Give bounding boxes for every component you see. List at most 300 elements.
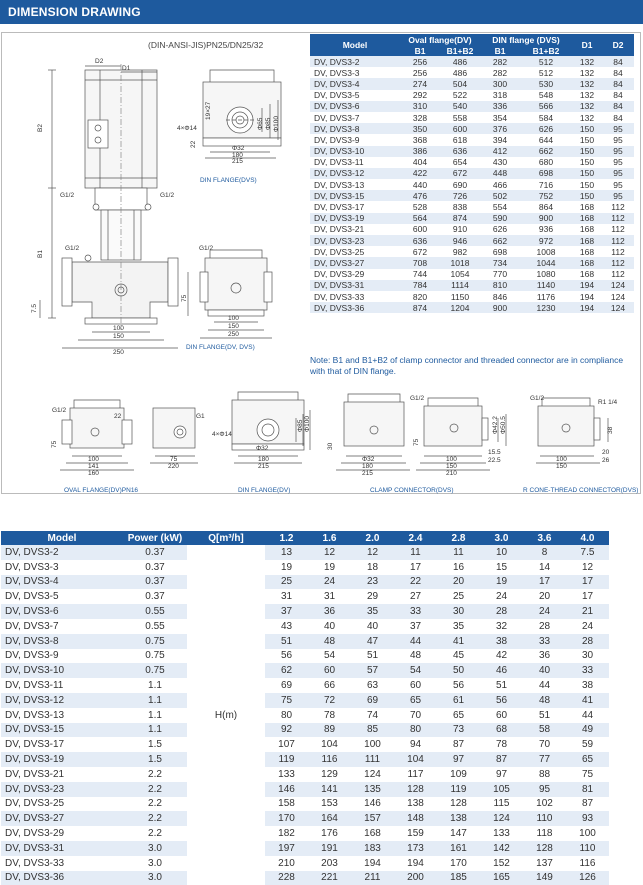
dims-cell-model: DV, DVS3-31 xyxy=(310,280,400,291)
perf-cell-head: 51 xyxy=(265,634,308,649)
label-g12-din: G1/2 xyxy=(199,245,214,252)
perf-cell-head: 81 xyxy=(566,782,609,797)
compliance-note: Note: B1 and B1+B2 of clamp connector and threaded connector are in compliance with that of DIN flange. xyxy=(310,355,624,376)
perf-cell-power: 0.75 xyxy=(123,634,187,649)
dims-cell-model: DV, DVS3-9 xyxy=(310,134,400,145)
perf-cell-head: 65 xyxy=(394,693,437,708)
perf-row xyxy=(1,619,609,634)
perf-cell-head: 203 xyxy=(308,856,351,871)
perf-cell-head: 41 xyxy=(566,693,609,708)
perf-cell-power: 0.37 xyxy=(123,560,187,575)
label-75-clamp: 75 xyxy=(413,438,420,446)
dims-cell-value: 528 xyxy=(400,201,440,212)
perf-cell-head: 221 xyxy=(308,871,351,885)
dims-cell-value: 644 xyxy=(520,134,572,145)
perf-cell-head: 68 xyxy=(480,723,523,738)
perf-cell-head: 137 xyxy=(523,856,566,871)
perf-cell-head: 37 xyxy=(394,619,437,634)
perf-cell-head: 38 xyxy=(480,634,523,649)
label-din-100: 100 xyxy=(228,315,239,322)
dims-cell-value: 112 xyxy=(602,246,634,257)
dims-cell-value: 194 xyxy=(572,302,602,313)
perf-header-power: Power (kW) xyxy=(123,531,187,545)
dims-cell-value: 350 xyxy=(400,123,440,134)
perf-cell-head: 13 xyxy=(265,545,308,560)
perf-cell-head: 11 xyxy=(394,545,437,560)
dims-cell-value: 1114 xyxy=(440,280,480,291)
perf-cell-model: DV, DVS3-23 xyxy=(1,782,123,797)
dims-cell-model: DV, DVS3-25 xyxy=(310,246,400,257)
perf-cell-head: 19 xyxy=(308,560,351,575)
perf-cell-head: 30 xyxy=(437,604,480,619)
perf-cell-model: DV, DVS3-27 xyxy=(1,811,123,826)
perf-cell-head: 94 xyxy=(394,737,437,752)
perf-cell-head: 25 xyxy=(265,575,308,590)
perf-cell-head: 63 xyxy=(351,678,394,693)
label-22-5: 22.5 xyxy=(488,457,501,464)
perf-cell-head: 75 xyxy=(566,767,609,782)
dims-cell-value: 1080 xyxy=(520,269,572,280)
perf-cell-head: 182 xyxy=(265,826,308,841)
perf-cell-head: 58 xyxy=(523,723,566,738)
perf-h-blank xyxy=(187,575,265,590)
dims-cell-model: DV, DVS3-8 xyxy=(310,123,400,134)
dims-cell-value: 168 xyxy=(572,224,602,235)
dims-cell-value: 1008 xyxy=(520,246,572,257)
label-215-dv: 215 xyxy=(258,463,269,470)
dims-cell-value: 282 xyxy=(480,67,520,78)
dims-row xyxy=(310,213,634,224)
label-30-clamp: 30 xyxy=(327,442,334,450)
perf-cell-head: 41 xyxy=(437,634,480,649)
label-22-oval: 22 xyxy=(114,413,122,420)
dims-cell-value: 504 xyxy=(440,78,480,89)
label-g12-clamp: G1/2 xyxy=(410,395,425,402)
perf-h-blank xyxy=(187,545,265,560)
perf-h-blank xyxy=(187,797,265,812)
perf-cell-head: 152 xyxy=(480,856,523,871)
dims-cell-value: 502 xyxy=(480,190,520,201)
perf-cell-head: 110 xyxy=(566,841,609,856)
label-150-rcone: 150 xyxy=(556,463,567,470)
perf-cell-head: 185 xyxy=(437,871,480,885)
perf-cell-head: 102 xyxy=(523,797,566,812)
perf-cell-head: 141 xyxy=(308,782,351,797)
dims-cell-value: 124 xyxy=(602,280,634,291)
label-d100-dv: Φ100 xyxy=(304,415,311,432)
dims-cell-model: DV, DVS3-2 xyxy=(310,56,400,67)
perf-row xyxy=(1,634,609,649)
perf-cell-head: 51 xyxy=(523,708,566,723)
perf-cell-model: DV, DVS3-29 xyxy=(1,826,123,841)
perf-cell-head: 146 xyxy=(265,782,308,797)
perf-cell-head: 31 xyxy=(265,589,308,604)
dims-cell-value: 112 xyxy=(602,269,634,280)
perf-cell-head: 33 xyxy=(394,604,437,619)
dims-cell-value: 744 xyxy=(400,269,440,280)
label-d65: Φ65 xyxy=(257,117,264,130)
perf-cell-head: 20 xyxy=(437,575,480,590)
perf-header-q5: 3.0 xyxy=(480,531,523,545)
dims-header-d1: D1 xyxy=(572,34,602,56)
dims-cell-value: 946 xyxy=(440,235,480,246)
label-g1-oval: G1 xyxy=(196,413,205,420)
dims-cell-value: 1204 xyxy=(440,302,480,313)
perf-h-blank xyxy=(187,767,265,782)
perf-cell-head: 21 xyxy=(566,604,609,619)
section-title: DIMENSION DRAWING xyxy=(8,5,141,19)
perf-cell-head: 60 xyxy=(480,708,523,723)
dims-cell-value: 512 xyxy=(520,67,572,78)
perf-cell-power: 1.1 xyxy=(123,693,187,708)
dims-row xyxy=(310,123,634,134)
dims-cell-value: 404 xyxy=(400,157,440,168)
perf-h-blank xyxy=(187,811,265,826)
dims-cell-model: DV, DVS3-23 xyxy=(310,235,400,246)
perf-cell-head: 211 xyxy=(351,871,394,885)
label-220-side: 220 xyxy=(168,463,179,470)
dims-cell-value: 1150 xyxy=(440,291,480,302)
dims-cell-value: 124 xyxy=(602,302,634,313)
perf-cell-head: 158 xyxy=(265,797,308,812)
perf-h-label: H(m) xyxy=(187,708,265,723)
perf-cell-head: 116 xyxy=(308,752,351,767)
perf-header-q2: 2.0 xyxy=(351,531,394,545)
label-d85: Φ85 xyxy=(265,117,272,130)
dims-cell-value: 636 xyxy=(440,146,480,157)
dims-cell-value: 95 xyxy=(602,146,634,157)
perf-row xyxy=(1,767,609,782)
label-26-rcone: 26 xyxy=(602,457,610,464)
perf-cell-power: 0.55 xyxy=(123,604,187,619)
perf-cell-head: 161 xyxy=(437,841,480,856)
perf-cell-head: 129 xyxy=(308,767,351,782)
perf-row xyxy=(1,797,609,812)
perf-cell-head: 87 xyxy=(437,737,480,752)
dims-cell-value: 256 xyxy=(400,56,440,67)
perf-cell-head: 93 xyxy=(566,811,609,826)
perf-cell-head: 36 xyxy=(308,604,351,619)
dims-row xyxy=(310,269,634,280)
dims-cell-value: 194 xyxy=(572,291,602,302)
label-b1: B1 xyxy=(37,250,44,258)
perf-cell-head: 197 xyxy=(265,841,308,856)
perf-cell-head: 61 xyxy=(437,693,480,708)
dims-cell-value: 84 xyxy=(602,67,634,78)
perf-header-q4: 2.8 xyxy=(437,531,480,545)
perf-cell-head: 73 xyxy=(437,723,480,738)
dims-cell-value: 626 xyxy=(520,123,572,134)
label-75-oval: 75 xyxy=(51,440,58,448)
dims-cell-value: 726 xyxy=(440,190,480,201)
perf-header-q7: 4.0 xyxy=(566,531,609,545)
perf-cell-power: 1.5 xyxy=(123,737,187,752)
dims-cell-value: 636 xyxy=(400,235,440,246)
perf-header-q6: 3.6 xyxy=(523,531,566,545)
dims-row xyxy=(310,179,634,190)
caption-oval: OVAL FLANGE(DV)PN16 xyxy=(64,487,139,494)
dims-cell-value: 618 xyxy=(440,134,480,145)
perf-cell-power: 2.2 xyxy=(123,797,187,812)
perf-cell-head: 128 xyxy=(523,841,566,856)
perf-row xyxy=(1,841,609,856)
perf-cell-head: 48 xyxy=(523,693,566,708)
perf-cell-head: 138 xyxy=(437,811,480,826)
perf-cell-head: 183 xyxy=(351,841,394,856)
dims-cell-value: 698 xyxy=(520,168,572,179)
perf-cell-head: 56 xyxy=(437,678,480,693)
dims-cell-value: 708 xyxy=(400,257,440,268)
perf-cell-model: DV, DVS3-36 xyxy=(1,871,123,885)
perf-cell-head: 49 xyxy=(566,723,609,738)
perf-cell-head: 107 xyxy=(265,737,308,752)
dims-cell-model: DV, DVS3-29 xyxy=(310,269,400,280)
perf-cell-power: 3.0 xyxy=(123,856,187,871)
perf-cell-head: 128 xyxy=(437,797,480,812)
label-150-clamp: 150 xyxy=(446,463,457,470)
perf-cell-head: 173 xyxy=(394,841,437,856)
performance-table xyxy=(1,531,609,885)
perf-cell-head: 22 xyxy=(394,575,437,590)
perf-cell-head: 191 xyxy=(308,841,351,856)
perf-cell-model: DV, DVS3-21 xyxy=(1,767,123,782)
perf-h-blank xyxy=(187,752,265,767)
label-d32: Φ32 xyxy=(232,145,245,152)
dims-row xyxy=(310,101,634,112)
dims-cell-value: 112 xyxy=(602,201,634,212)
dims-cell-value: 168 xyxy=(572,246,602,257)
perf-row xyxy=(1,871,609,885)
dims-cell-value: 900 xyxy=(480,302,520,313)
perf-header-q: Q[m³/h] xyxy=(187,531,265,545)
perf-cell-head: 54 xyxy=(308,649,351,664)
dims-cell-value: 784 xyxy=(400,280,440,291)
standards-label: (DIN-ANSI-JIS)PN25/DN25/32 xyxy=(148,40,264,50)
perf-cell-model: DV, DVS3-12 xyxy=(1,693,123,708)
dimension-table xyxy=(310,34,634,313)
perf-cell-head: 75 xyxy=(265,693,308,708)
dims-row xyxy=(310,134,634,145)
perf-cell-head: 65 xyxy=(437,708,480,723)
dims-cell-value: 626 xyxy=(480,224,520,235)
perf-cell-power: 0.75 xyxy=(123,649,187,664)
perf-cell-head: 43 xyxy=(265,619,308,634)
perf-cell-model: DV, DVS3-3 xyxy=(1,560,123,575)
label-din-150: 150 xyxy=(228,323,239,330)
dims-cell-value: 486 xyxy=(440,67,480,78)
perf-cell-head: 47 xyxy=(351,634,394,649)
perf-cell-head: 78 xyxy=(480,737,523,752)
perf-cell-head: 60 xyxy=(308,663,351,678)
perf-cell-head: 149 xyxy=(523,871,566,885)
perf-cell-head: 56 xyxy=(265,649,308,664)
perf-cell-head: 35 xyxy=(437,619,480,634)
dims-cell-model: DV, DVS3-17 xyxy=(310,201,400,212)
dims-cell-value: 600 xyxy=(440,123,480,134)
dims-cell-value: 1140 xyxy=(520,280,572,291)
perf-cell-head: 77 xyxy=(523,752,566,767)
perf-cell-model: DV, DVS3-2 xyxy=(1,545,123,560)
dims-cell-value: 810 xyxy=(480,280,520,291)
perf-h-blank xyxy=(187,678,265,693)
perf-cell-head: 31 xyxy=(308,589,351,604)
dims-row xyxy=(310,157,634,168)
perf-cell-head: 24 xyxy=(308,575,351,590)
dims-cell-value: 194 xyxy=(572,280,602,291)
perf-row xyxy=(1,545,609,560)
dims-cell-value: 132 xyxy=(572,56,602,67)
caption-clamp: CLAMP CONNECTOR(DVS) xyxy=(370,487,454,494)
caption-din-dv-dvs: DIN FLANGE(DV, DVS) xyxy=(186,344,255,351)
label-100-oval: 100 xyxy=(88,456,99,463)
perf-cell-head: 28 xyxy=(566,634,609,649)
dims-cell-model: DV, DVS3-3 xyxy=(310,67,400,78)
perf-cell-model: DV, DVS3-11 xyxy=(1,678,123,693)
perf-cell-model: DV, DVS3-7 xyxy=(1,619,123,634)
perf-header-model: Model xyxy=(1,531,123,545)
perf-cell-head: 54 xyxy=(394,663,437,678)
perf-cell-head: 15 xyxy=(480,560,523,575)
dims-header-din-b1b2: B1+B2 xyxy=(520,45,572,56)
perf-cell-power: 2.2 xyxy=(123,826,187,841)
perf-h-blank xyxy=(187,723,265,738)
label-hole-dv: 4×Φ14 xyxy=(212,431,232,438)
perf-cell-head: 87 xyxy=(480,752,523,767)
perf-cell-head: 25 xyxy=(437,589,480,604)
perf-cell-head: 159 xyxy=(394,826,437,841)
dims-cell-value: 716 xyxy=(520,179,572,190)
dims-row xyxy=(310,246,634,257)
perf-cell-head: 8 xyxy=(523,545,566,560)
perf-h-blank xyxy=(187,856,265,871)
perf-cell-head: 115 xyxy=(480,797,523,812)
perf-cell-head: 19 xyxy=(480,575,523,590)
dims-cell-value: 600 xyxy=(400,224,440,235)
perf-cell-power: 1.5 xyxy=(123,752,187,767)
perf-cell-head: 35 xyxy=(351,604,394,619)
perf-cell-head: 153 xyxy=(308,797,351,812)
dims-cell-value: 662 xyxy=(480,235,520,246)
dims-cell-value: 150 xyxy=(572,168,602,179)
dims-cell-value: 982 xyxy=(440,246,480,257)
dims-cell-value: 936 xyxy=(520,224,572,235)
dims-header-b1b2: B1+B2 xyxy=(440,45,480,56)
perf-row xyxy=(1,737,609,752)
dims-cell-value: 150 xyxy=(572,146,602,157)
perf-cell-head: 28 xyxy=(480,604,523,619)
dims-cell-value: 95 xyxy=(602,123,634,134)
dims-cell-value: 132 xyxy=(572,90,602,101)
dims-header-model: Model xyxy=(310,34,400,56)
dims-cell-value: 422 xyxy=(400,168,440,179)
dims-cell-value: 354 xyxy=(480,112,520,123)
dims-cell-model: DV, DVS3-19 xyxy=(310,213,400,224)
perf-cell-head: 69 xyxy=(351,693,394,708)
dims-row xyxy=(310,291,634,302)
perf-cell-power: 0.75 xyxy=(123,663,187,678)
perf-cell-head: 165 xyxy=(480,871,523,885)
perf-row xyxy=(1,708,609,723)
label-d1: D1 xyxy=(122,65,131,72)
label-d100: Φ100 xyxy=(273,115,280,132)
perf-cell-head: 12 xyxy=(566,560,609,575)
dims-cell-value: 662 xyxy=(520,146,572,157)
dims-cell-value: 412 xyxy=(480,146,520,157)
perf-h-blank xyxy=(187,693,265,708)
dims-cell-value: 292 xyxy=(400,90,440,101)
dims-row xyxy=(310,201,634,212)
perf-cell-head: 126 xyxy=(566,871,609,885)
perf-cell-head: 69 xyxy=(265,678,308,693)
perf-cell-head: 87 xyxy=(566,797,609,812)
perf-cell-head: 18 xyxy=(351,560,394,575)
dims-cell-value: 1054 xyxy=(440,269,480,280)
perf-cell-head: 164 xyxy=(308,811,351,826)
perf-cell-head: 44 xyxy=(394,634,437,649)
dims-header-b1: B1 xyxy=(400,45,440,56)
perf-cell-head: 97 xyxy=(437,752,480,767)
perf-cell-head: 19 xyxy=(265,560,308,575)
perf-cell-head: 57 xyxy=(351,663,394,678)
dims-cell-value: 300 xyxy=(480,78,520,89)
perf-cell-head: 46 xyxy=(480,663,523,678)
perf-cell-head: 42 xyxy=(480,649,523,664)
dims-cell-model: DV, DVS3-21 xyxy=(310,224,400,235)
perf-cell-head: 20 xyxy=(523,589,566,604)
perf-cell-head: 147 xyxy=(437,826,480,841)
perf-cell-head: 40 xyxy=(308,619,351,634)
perf-cell-head: 194 xyxy=(394,856,437,871)
perf-h-blank xyxy=(187,826,265,841)
perf-cell-model: DV, DVS3-8 xyxy=(1,634,123,649)
perf-cell-head: 51 xyxy=(351,649,394,664)
dims-row xyxy=(310,190,634,201)
dims-row xyxy=(310,67,634,78)
dims-cell-value: 112 xyxy=(602,224,634,235)
dims-cell-value: 394 xyxy=(480,134,520,145)
perf-row xyxy=(1,856,609,871)
dims-cell-value: 386 xyxy=(400,146,440,157)
perf-cell-head: 194 xyxy=(351,856,394,871)
perf-h-blank xyxy=(187,782,265,797)
perf-cell-head: 142 xyxy=(480,841,523,856)
label-g12-lower: G1/2 xyxy=(65,245,80,252)
dims-cell-value: 84 xyxy=(602,90,634,101)
dims-cell-value: 274 xyxy=(400,78,440,89)
perf-cell-head: 176 xyxy=(308,826,351,841)
perf-cell-model: DV, DVS3-5 xyxy=(1,589,123,604)
dims-cell-value: 168 xyxy=(572,201,602,212)
perf-cell-head: 17 xyxy=(394,560,437,575)
perf-cell-head: 92 xyxy=(265,723,308,738)
label-141-oval: 141 xyxy=(88,463,99,470)
perf-row xyxy=(1,604,609,619)
perf-cell-head: 124 xyxy=(351,767,394,782)
dims-cell-value: 846 xyxy=(480,291,520,302)
dims-cell-value: 132 xyxy=(572,112,602,123)
perf-cell-head: 135 xyxy=(351,782,394,797)
label-d2: D2 xyxy=(95,58,104,65)
perf-cell-head: 17 xyxy=(566,589,609,604)
perf-cell-head: 23 xyxy=(351,575,394,590)
perf-cell-head: 65 xyxy=(566,752,609,767)
perf-cell-head: 105 xyxy=(480,782,523,797)
perf-cell-head: 59 xyxy=(566,737,609,752)
label-b2: B2 xyxy=(37,124,44,132)
perf-cell-head: 28 xyxy=(523,619,566,634)
perf-cell-head: 100 xyxy=(566,826,609,841)
perf-cell-head: 124 xyxy=(480,811,523,826)
